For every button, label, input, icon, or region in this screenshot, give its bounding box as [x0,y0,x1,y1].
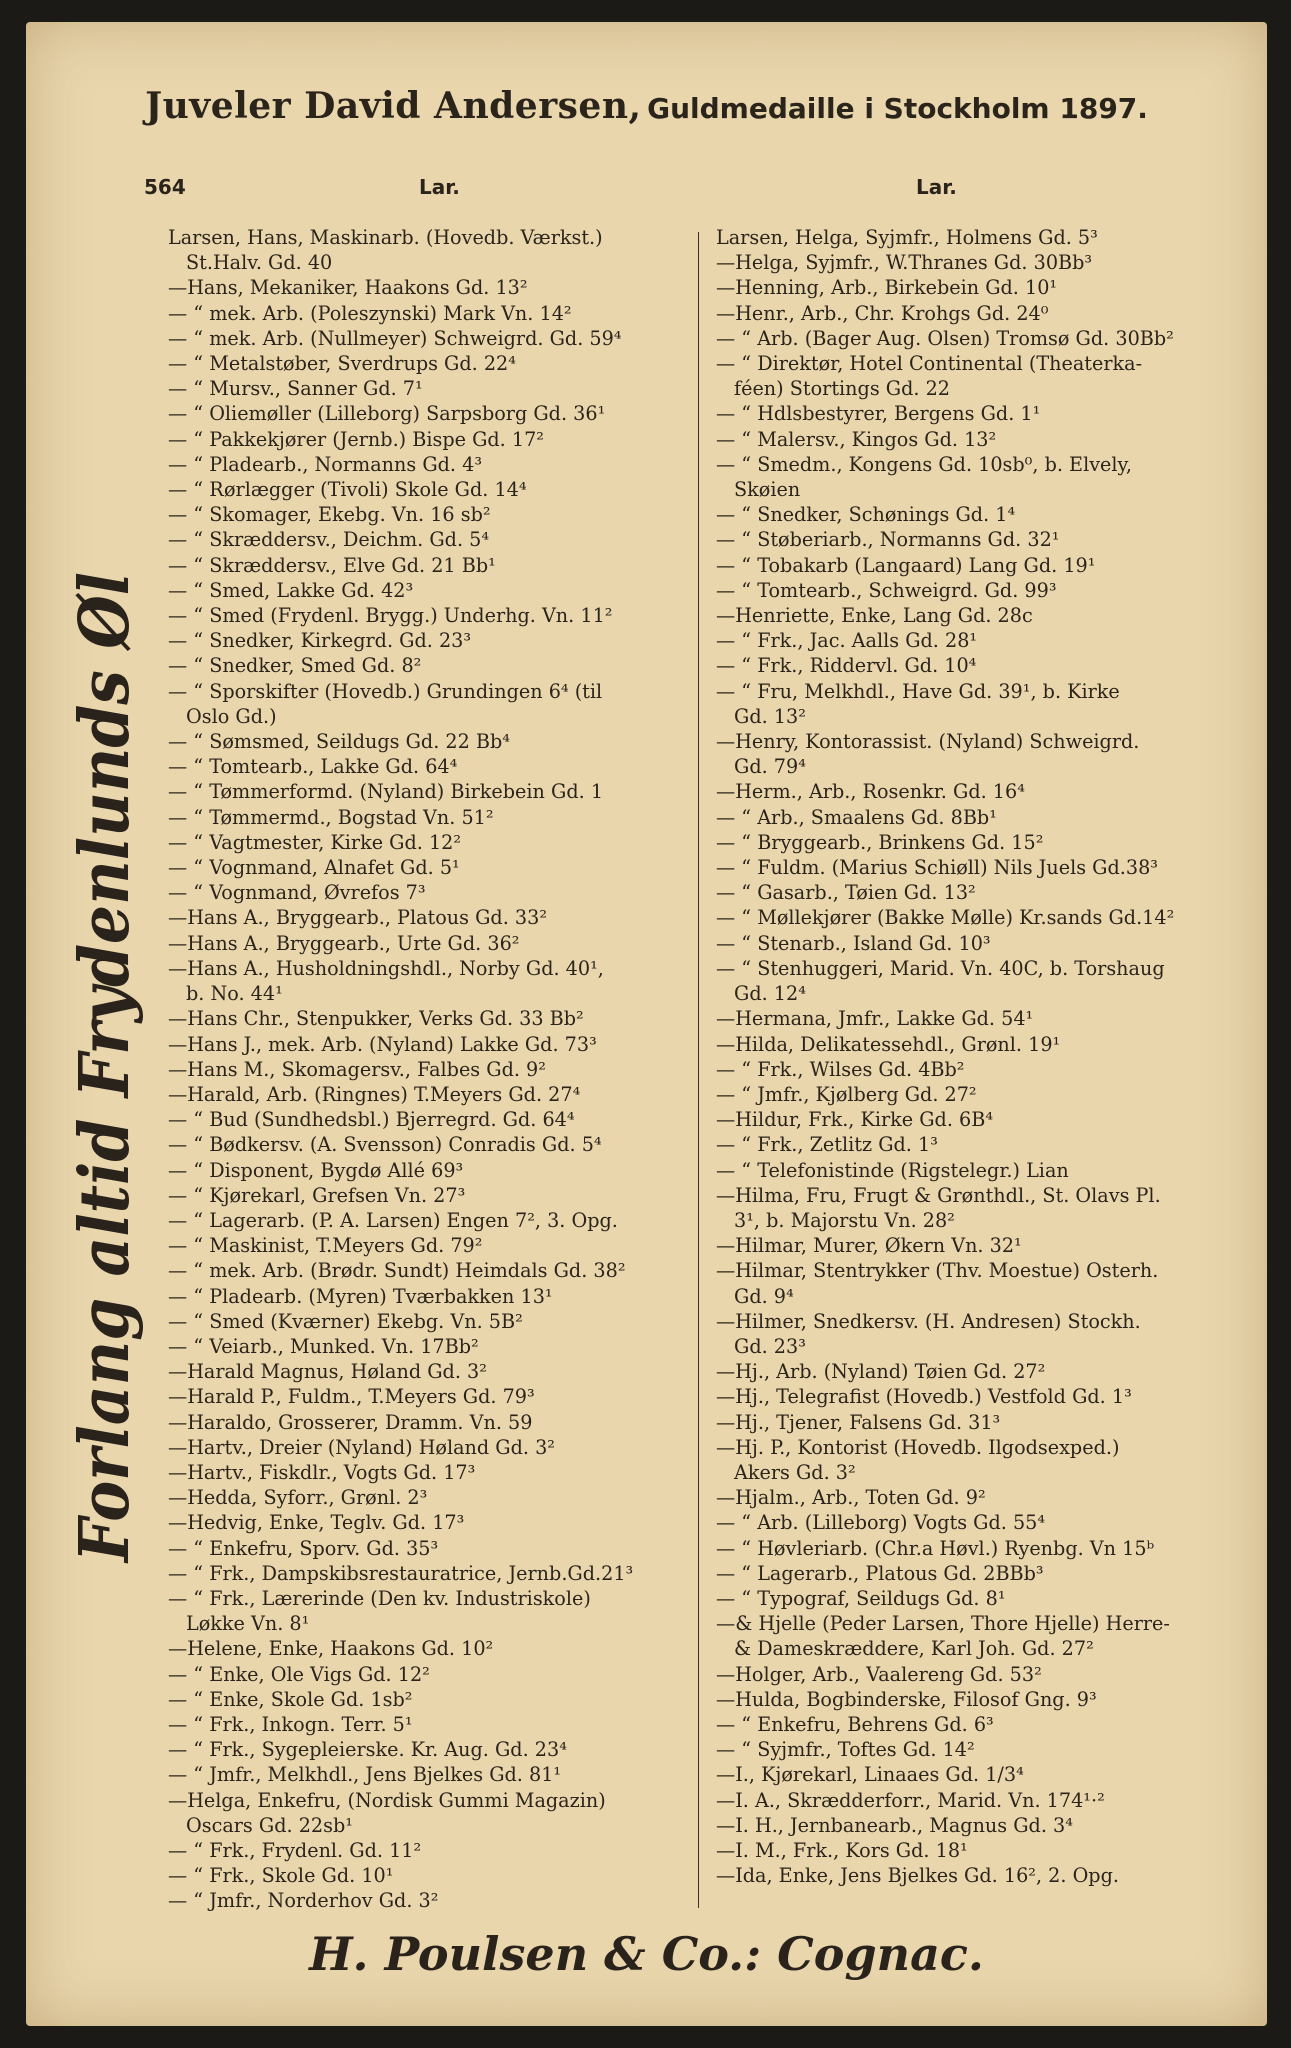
directory-entry [716,1435,1261,1485]
directory-entry [168,1888,698,1913]
directory-entry [168,1561,698,1586]
directory-entry [716,1662,1261,1687]
directory-entry [716,1737,1261,1762]
directory-entry [716,1183,1261,1233]
directory-entry [716,855,1261,880]
entry-line: — “ Frk., Inkogn. Terr. 5¹ [168,1712,413,1736]
directory-entry [168,578,698,603]
directory-entry [168,855,698,880]
entry-line: Larsen, Hans, Maskinarb. (Hovedb. Værkst.) [168,226,603,249]
entry-line: Larsen, Helga, Syjmfr., Holmens Gd. 5³ [716,226,1098,249]
entry-line: — “ Lagerarb., Platous Gd. 2BBb³ [716,1561,1044,1585]
directory-entry [716,1410,1261,1435]
directory-entry [168,1284,698,1309]
entry-line: —Hjalm., Arb., Toten Gd. 9² [716,1486,986,1510]
entry-line: — “ Snedker, Schønings Gd. 1⁴ [716,503,1016,527]
entry-line: Gd. 23³ [734,1334,806,1358]
directory-entry [168,401,698,426]
entry-line: —Ida, Enke, Jens Bjelkes Gd. 16², 2. Opg. [716,1864,1119,1888]
directory-entry [716,1586,1261,1611]
directory-entry [716,805,1261,830]
entry-line: — “ Sømsmed, Seildugs Gd. 22 Bb⁴ [168,730,511,754]
directory-entry [168,1510,698,1535]
side-advertisement [50,465,160,1562]
directory-entry [168,1334,698,1359]
directory-entry [168,1158,698,1183]
directory-entry [168,1485,698,1510]
entry-line: — “ Typograf, Seildugs Gd. 8¹ [716,1586,1006,1610]
directory-entry [168,1233,698,1258]
entry-line: — “ Frk., Riddervl. Gd. 10⁴ [716,654,977,678]
header-advertisement [26,85,1267,127]
entry-line: Skøien [734,478,801,502]
entry-line: — “ Pladearb. (Myren) Tværbakken 13¹ [168,1284,553,1308]
entry-line: — “ Stenhuggeri, Marid. Vn. 40C, b. Torshaug [716,956,1165,980]
entry-line: Gd. 79⁴ [734,755,806,779]
entry-line: — “ Frk., Wilses Gd. 4Bb² [716,1057,965,1081]
entry-line: — “ Enke, Skole Gd. 1sb² [168,1687,413,1711]
entry-line: — “ mek. Arb. (Poleszynski) Mark Vn. 14² [168,301,572,325]
directory-entry [168,729,698,754]
entry-line: —Hans M., Skomagersv., Falbes Gd. 9² [168,1057,546,1081]
entry-line: —Hilmar, Stentrykker (Thv. Moestue) Osterh. [716,1259,1159,1283]
directory-entry [168,477,698,502]
entry-line: —Hans A., Bryggearb., Urte Gd. 36² [168,931,520,955]
entry-line: — “ Smed (Kværner) Ekebg. Vn. 5B² [168,1309,523,1333]
entry-line: —Hedvig, Enke, Teglv. Gd. 17³ [168,1511,465,1535]
entry-line: —Holger, Arb., Vaalereng Gd. 53² [716,1662,1042,1686]
entry-line: — “ Vognmand, Alnafet Gd. 5¹ [168,856,460,880]
entry-line: — “ Jmfr., Norderhov Gd. 3² [168,1889,439,1913]
entry-line: — “ Arb. (Bager Aug. Olsen) Tromsø Gd. 30Bb² [716,326,1174,350]
directory-entry [168,956,698,1006]
directory-entry [168,880,698,905]
entry-line: — “ Telefonistinde (Rigstelegr.) Lian [716,1158,1069,1182]
entry-line: —Hilmar, Murer, Økern Vn. 32¹ [716,1234,1022,1258]
directory-entry [168,1183,698,1208]
directory-entry [716,1561,1261,1586]
entry-line: — “ Fuldm. (Marius Schiøll) Nils Juels Gd.38³ [716,856,1158,880]
directory-entry [168,1132,698,1157]
entry-line: — “ Smed, Lakke Gd. 42³ [168,578,414,602]
entry-line: — “ Lagerarb. (P. A. Larsen) Engen 7², 3. Opg. [168,1208,618,1232]
directory-entry [716,1006,1261,1031]
directory-entry [168,905,698,930]
entry-line: — “ Tobakarb (Langaard) Lang Gd. 19¹ [716,553,1096,577]
directory-entry [716,1712,1261,1737]
directory-entry [716,250,1261,275]
entry-line: — “ Smed (Frydenl. Brygg.) Underhg. Vn. 11² [168,604,613,628]
directory-entry [168,1838,698,1863]
entry-line: — “ Kjørekarl, Grefsen Vn. 27³ [168,1183,466,1207]
directory-entry [168,225,698,275]
entry-line: — “ Bødkersv. (A. Svensson) Conradis Gd. 5⁴ [168,1133,602,1157]
directory-entry [168,779,698,804]
entry-line: St.Halv. Gd. 40 [186,251,333,275]
directory-entry [168,1410,698,1435]
entry-line: — “ Pladearb., Normanns Gd. 4³ [168,452,483,476]
directory-entry [716,1536,1261,1561]
directory-entry [168,1359,698,1384]
directory-entry [168,351,698,376]
entry-line: Gd. 12⁴ [734,982,806,1006]
directory-entry [168,1435,698,1460]
entry-line: — “ Frk., Lærerinde (Den kv. Industriskole) [168,1586,591,1610]
directory-entry [716,905,1261,930]
directory-entry [716,1082,1261,1107]
directory-entry [716,931,1261,956]
directory-entry [716,326,1261,351]
directory-entry [168,1384,698,1409]
directory-entry [716,1813,1261,1838]
directory-entry [168,1309,698,1334]
entry-line: — “ Oliemøller (Lilleborg) Sarpsborg Gd. 36¹ [168,402,606,426]
entry-line: —Hans J., mek. Arb. (Nyland) Lakke Gd. 73³ [168,1032,597,1056]
entry-line: —Helga, Syjmfr., W.Thranes Gd. 30Bb³ [716,251,1093,275]
entry-line: — “ Disponent, Bygdø Allé 69³ [168,1158,464,1182]
entry-line: — “ Stenarb., Island Gd. 10³ [716,931,991,955]
directory-entry [716,1057,1261,1082]
directory-entry [716,225,1261,250]
directory-entry [168,301,698,326]
entry-line: — “ Vagtmester, Kirke Gd. 12² [168,830,462,854]
directory-entry [716,1158,1261,1183]
entry-line: b. No. 44¹ [186,982,283,1006]
directory-entry [168,275,698,300]
directory-entry [716,1132,1261,1157]
directory-entry [716,830,1261,855]
entry-line: — “ Enke, Ole Vigs Gd. 12² [168,1662,430,1686]
directory-entry [168,1082,698,1107]
entry-line: —I. M., Frk., Kors Gd. 18¹ [716,1839,968,1862]
entry-line: — “ Bud (Sundhedsbl.) Bjerregrd. Gd. 64⁴ [168,1108,575,1132]
directory-entry [168,376,698,401]
running-head-right: Lar. [916,175,957,199]
directory-entry [716,1863,1261,1888]
entry-line: —Hartv., Dreier (Nyland) Høland Gd. 3² [168,1435,555,1459]
side-ad-text: Forlang altid Frydenlunds Øl [65,465,145,1562]
entry-line: —Harald, Arb. (Ringnes) T.Meyers Gd. 27⁴ [168,1082,581,1106]
entry-line: Gd. 9⁴ [734,1284,794,1308]
entry-line: —Henr., Arb., Chr. Krohgs Gd. 24⁰ [716,301,1049,325]
directory-entry [716,729,1261,779]
entry-line: — “ Sporskifter (Hovedb.) Grundingen 6⁴ (til [168,679,603,703]
entry-line: —Hilma, Fru, Frugt & Grønthdl., St. Olavs Pl. [716,1183,1161,1207]
header-ad-sub: Guldmedaille i Stockholm 1897. [647,92,1148,125]
entry-line: —Hulda, Bogbinderske, Filosof Gng. 9³ [716,1687,1097,1711]
directory-entry [168,1032,698,1057]
entry-line: — “ Direktør, Hotel Continental (Theaterka- [716,352,1143,376]
entry-line: —Helga, Enkefru, (Nordisk Gummi Magazin) [168,1788,606,1812]
entry-line: Oslo Gd.) [186,704,277,728]
directory-entry [168,754,698,779]
entry-line: — “ Frk., Skole Gd. 10¹ [168,1864,394,1888]
directory-entry [716,1384,1261,1409]
entry-line: — “ Pakkekjører (Jernb.) Bispe Gd. 17² [168,427,544,451]
directory-entry [716,452,1261,502]
directory-entry [716,1107,1261,1132]
directory-entry [716,1762,1261,1787]
directory-entry [168,805,698,830]
directory-entry [716,1611,1261,1661]
entry-line: — “ Frk., Sygepleierske. Kr. Aug. Gd. 23⁴ [168,1738,567,1762]
directory-entry [168,553,698,578]
directory-entry [168,1687,698,1712]
directory-entry [168,1788,698,1838]
entry-line: — “ Bryggearb., Brinkens Gd. 15² [716,830,1044,854]
entry-line: — “ Snedker, Kirkegrd. Gd. 23³ [168,629,472,653]
entry-line: — “ Fru, Melkhdl., Have Gd. 39¹, b. Kirke [716,679,1120,703]
directory-entry [716,603,1261,628]
entry-line: —Hans A., Bryggearb., Platous Gd. 33² [168,906,548,930]
directory-entry [716,1032,1261,1057]
directory-entry [716,527,1261,552]
directory-entry [716,275,1261,300]
entry-line: —Hedda, Syforr., Grønl. 2³ [168,1486,428,1510]
entry-line: — “ Snedker, Smed Gd. 8² [168,654,422,678]
directory-entry [716,1510,1261,1535]
entry-line: — “ Møllekjører (Bakke Mølle) Kr.sands Gd.14² [716,906,1175,930]
directory-entry [168,931,698,956]
entry-line: — “ Enkefru, Sporv. Gd. 35³ [168,1536,439,1560]
directory-entry [716,779,1261,804]
entry-line: Gd. 13² [734,704,806,728]
directory-entry [168,1863,698,1888]
entry-line: — “ Frk., Zetlitz Gd. 1³ [716,1133,938,1157]
entry-line: —Hans A., Husholdningshdl., Norby Gd. 40¹, [168,956,604,980]
entry-line: — “ Tømmerformd. (Nyland) Birkebein Gd. 1 [168,780,604,804]
entry-line: —Henning, Arb., Birkebein Gd. 10¹ [716,276,1058,300]
directory-entry [716,578,1261,603]
directory-entry [168,502,698,527]
directory-entry [716,502,1261,527]
entry-line: — “ Metalstøber, Sverdrups Gd. 22⁴ [168,352,516,376]
entry-line: — “ Malersv., Kingos Gd. 13² [716,427,997,451]
directory-entry [168,603,698,628]
entry-line: — “ Arb. (Lilleborg) Vogts Gd. 55⁴ [716,1511,1046,1535]
directory-entry [168,1662,698,1687]
entry-line: — “ Syjmfr., Toftes Gd. 14² [716,1738,975,1762]
entry-line: —Harald Magnus, Høland Gd. 3² [168,1360,487,1384]
entry-line: —Hilmer, Snedkersv. (H. Andresen) Stockh. [716,1309,1141,1333]
footer-advertisement: H. Poulsen & Co.: Cognac. [309,1927,984,1981]
directory-entry [168,628,698,653]
directory-entry [168,679,698,729]
entry-line: —Haraldo, Grosserer, Dramm. Vn. 59 [168,1410,533,1434]
directory-entry [716,653,1261,678]
entry-line: —Hj. P., Kontorist (Hovedb. Ilgodsexped.) [716,1435,1120,1459]
right-column [716,225,1261,1888]
directory-entry [168,653,698,678]
directory-entry [716,401,1261,426]
page-number: 564 [144,175,186,199]
entry-line: — “ Frk., Frydenl. Gd. 11² [168,1839,422,1862]
entry-line: — “ Jmfr., Kjølberg Gd. 27² [716,1082,977,1106]
entry-line: —Hj., Tjener, Falsens Gd. 31³ [716,1410,1001,1434]
header-ad-main: Juveler David Andersen, [145,85,642,127]
entry-line: — “ Vognmand, Øvrefos 7³ [168,881,426,905]
directory-entry [168,1057,698,1082]
entry-line: —Hilda, Delikatessehdl., Grønl. 19¹ [716,1032,1061,1056]
entry-line: — “ Veiarb., Munked. Vn. 17Bb² [168,1334,479,1358]
directory-entry [716,1788,1261,1813]
directory-entry [716,1309,1261,1359]
directory-entry [716,1687,1261,1712]
directory-entry [168,527,698,552]
entry-line: —Hans Chr., Stenpukker, Verks Gd. 33 Bb² [168,1007,584,1031]
directory-entry [716,1233,1261,1258]
entry-line: —Harald P., Fuldm., T.Meyers Gd. 79³ [168,1385,535,1409]
directory-entry [168,830,698,855]
entry-line: — “ Hdlsbestyrer, Bergens Gd. 1¹ [716,402,1041,426]
directory-entry [716,880,1261,905]
directory-entry [168,1460,698,1485]
directory-entry [716,553,1261,578]
directory-entry [716,1359,1261,1384]
entry-line: Løkke Vn. 8¹ [186,1612,310,1636]
entry-line: — “ Tomtearb., Lakke Gd. 64⁴ [168,755,458,779]
entry-line: —Hans, Mekaniker, Haakons Gd. 13² [168,276,528,300]
entry-line: — “ Mursv., Sanner Gd. 7¹ [168,377,423,401]
directory-entry [168,452,698,477]
entry-line: — “ Rørlægger (Tivoli) Skole Gd. 14⁴ [168,478,527,502]
entry-line: — “ Enkefru, Behrens Gd. 6³ [716,1712,994,1736]
entry-line: —& Hjelle (Peder Larsen, Thore Hjelle) Herre- [716,1612,1170,1636]
entry-line: —Hj., Telegrafist (Hovedb.) Vestfold Gd. 1³ [716,1385,1132,1409]
entry-line: —Henry, Kontorassist. (Nyland) Schweigrd. [716,730,1140,754]
entry-line: Akers Gd. 3² [734,1460,856,1484]
entry-line: — “ mek. Arb. (Nullmeyer) Schweigrd. Gd. 59⁴ [168,326,622,350]
entry-line: — “ Frk., Dampskibsrestauratrice, Jernb.Gd.21³ [168,1561,634,1585]
entry-line: —Hj., Arb. (Nyland) Tøien Gd. 27² [716,1360,1046,1384]
directory-entry [168,1636,698,1661]
entry-line: Oscars Gd. 22sb¹ [186,1813,353,1837]
entry-line: — “ mek. Arb. (Brødr. Sundt) Heimdals Gd. 38² [168,1259,626,1283]
directory-entry [168,1258,698,1283]
directory-entry [168,1208,698,1233]
entry-line: —Henriette, Enke, Lang Gd. 28c [716,604,1033,628]
entry-line: — “ Gasarb., Tøien Gd. 13² [716,881,976,905]
directory-entry [168,326,698,351]
entry-line: — “ Skomager, Ekebg. Vn. 16 sb² [168,503,491,527]
directory-entry [716,351,1261,401]
left-column [168,225,698,1914]
entry-line: — “ Jmfr., Melkhdl., Jens Bjelkes Gd. 81¹ [168,1763,562,1787]
directory-entry [716,956,1261,1006]
directory-entry [168,1006,698,1031]
entry-line: —Helene, Enke, Haakons Gd. 10² [168,1637,494,1661]
directory-page [26,22,1267,2026]
entry-line: & Dameskræddere, Karl Joh. Gd. 27² [734,1637,1094,1661]
entry-line: — “ Skræddersv., Elve Gd. 21 Bb¹ [168,553,496,577]
entry-line: — “ Skræddersv., Deichm. Gd. 5⁴ [168,528,490,552]
entry-line: — “ Arb., Smaalens Gd. 8Bb¹ [716,805,997,829]
entry-line: —I. A., Skrædderforr., Marid. Vn. 174¹·² [716,1788,1105,1812]
entry-line: —I. H., Jernbanearb., Magnus Gd. 3⁴ [716,1813,1073,1837]
directory-entry [168,1762,698,1787]
directory-entry [168,1536,698,1561]
directory-entry [716,1838,1261,1863]
entry-line: —Hartv., Fiskdlr., Vogts Gd. 17³ [168,1460,476,1484]
entry-line: — “ Tomtearb., Schweigrd. Gd. 99³ [716,578,1057,602]
entry-line: —Hildur, Frk., Kirke Gd. 6B⁴ [716,1108,994,1132]
entry-line: — “ Smedm., Kongens Gd. 10sb⁰, b. Elvely, [716,452,1132,476]
directory-entry [716,301,1261,326]
column-divider [698,232,699,1908]
entry-line: — “ Maskinist, T.Meyers Gd. 79² [168,1234,483,1258]
directory-entry [716,1485,1261,1510]
entry-line: — “ Frk., Jac. Aalls Gd. 28¹ [716,629,978,653]
entry-line: —Hermana, Jmfr., Lakke Gd. 54¹ [716,1007,1034,1031]
entry-line: 3¹, b. Majorstu Vn. 28² [734,1208,955,1232]
entry-line: —I., Kjørekarl, Linaaes Gd. 1/3⁴ [716,1763,1024,1787]
entry-line: — “ Støberiarb., Normanns Gd. 32¹ [716,528,1060,552]
directory-entry [168,1712,698,1737]
running-head-left: Lar. [419,175,460,199]
directory-entry [716,1258,1261,1308]
entry-line: —Herm., Arb., Rosenkr. Gd. 16⁴ [716,780,1025,804]
directory-entry [168,427,698,452]
directory-entry [168,1107,698,1132]
directory-entry [716,679,1261,729]
directory-entry [716,628,1261,653]
entry-line: — “ Høvleriarb. (Chr.a Høvl.) Ryenbg. Vn 15ᵇ [716,1536,1155,1560]
entry-line: — “ Tømmermd., Bogstad Vn. 51² [168,805,494,829]
directory-entry [716,427,1261,452]
directory-entry [168,1586,698,1636]
entry-line: féen) Stortings Gd. 22 [734,377,950,401]
directory-entry [168,1737,698,1762]
